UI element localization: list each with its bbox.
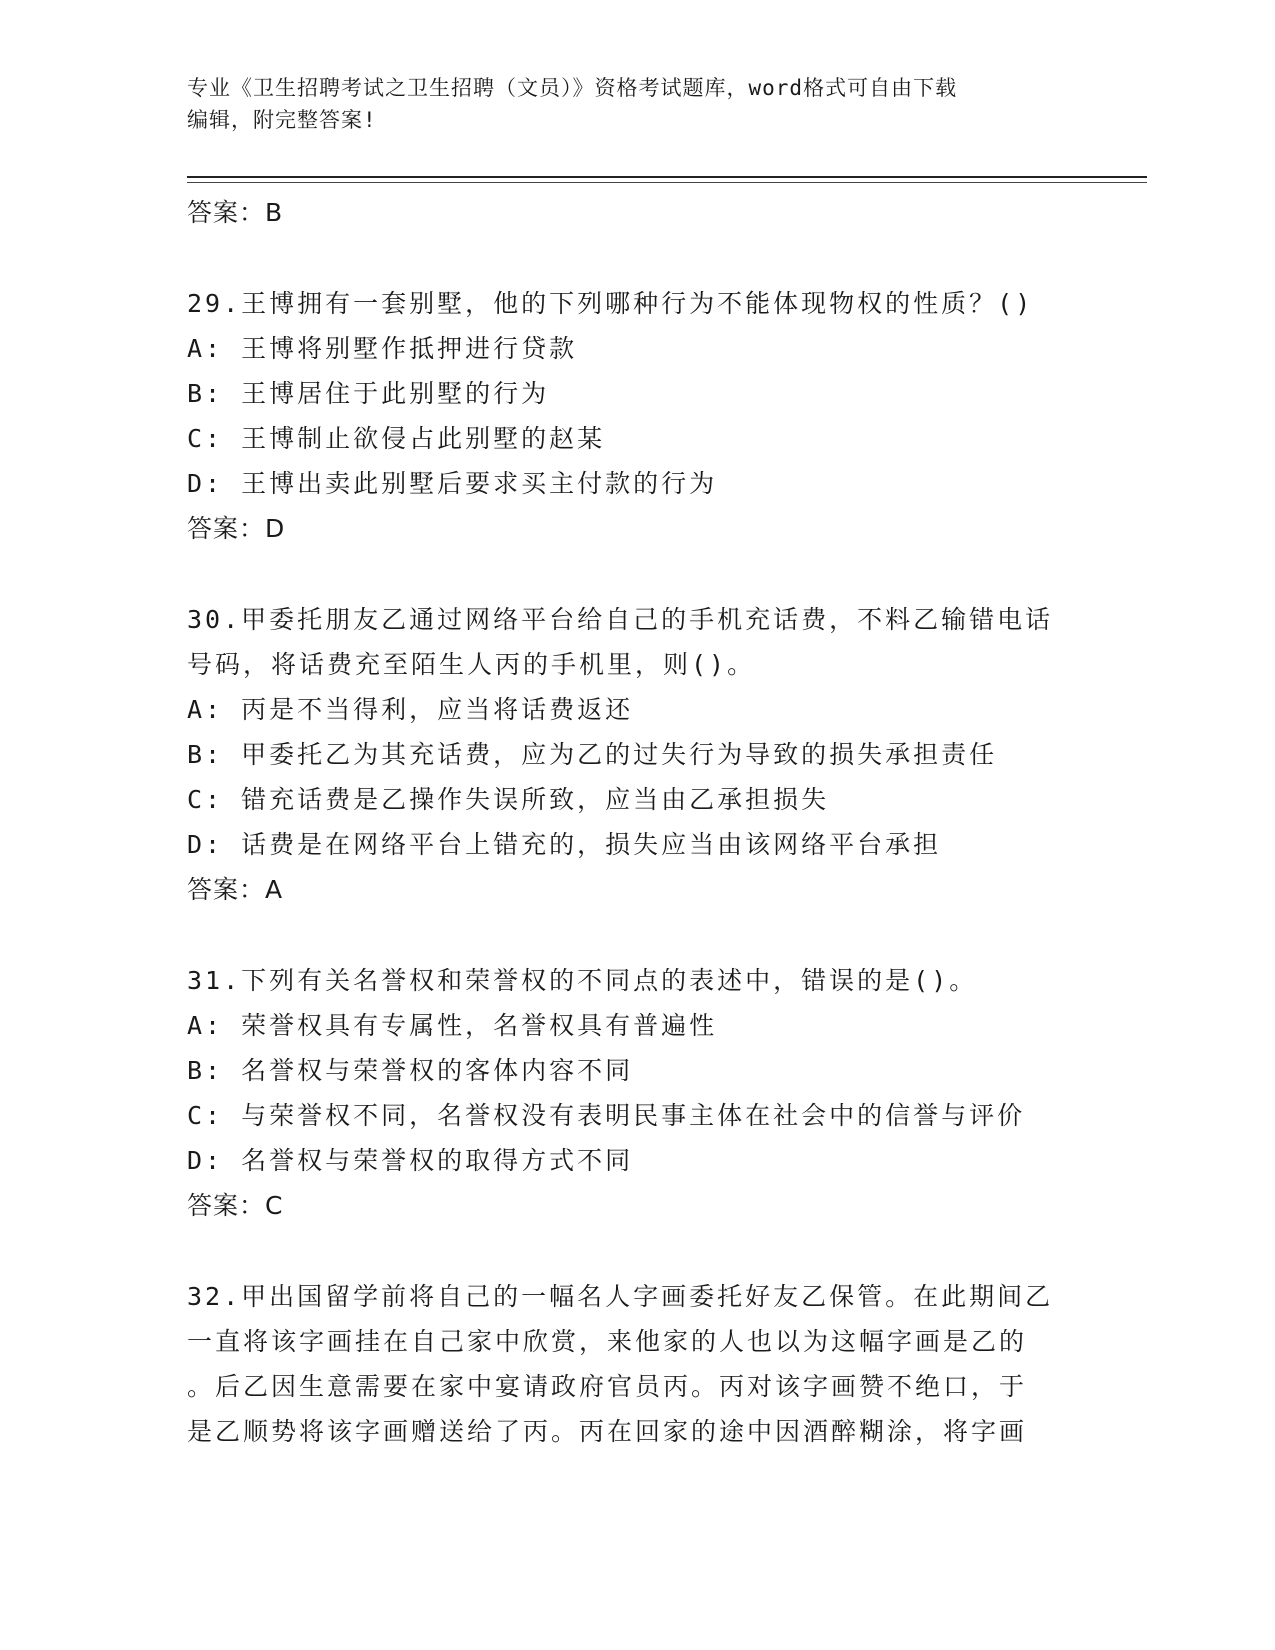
option-a: A: 丙是不当得利，应当将话费返还 (187, 695, 634, 724)
header-line-1: 专业《卫生招聘考试之卫生招聘（文员）》资格考试题库，word格式可自由下载 (187, 76, 958, 100)
option-d: D: 王博出卖此别墅后要求买主付款的行为 (187, 469, 718, 498)
header-line-2: 编辑，附完整答案! (187, 108, 377, 132)
spacer (187, 912, 1087, 958)
question-text: 号码，将话费充至陌生人丙的手机里，则()。 (187, 650, 756, 679)
question-text: 29.王博拥有一套别墅，他的下列哪种行为不能体现物权的性质？() (187, 289, 1034, 318)
option-b: B: 名誉权与荣誉权的客体内容不同 (187, 1056, 634, 1085)
answer: 答案：C (187, 1191, 284, 1220)
header-rule-thin (187, 182, 1147, 183)
option-a: A: 王博将别墅作抵押进行贷款 (187, 334, 578, 363)
header-rule-thick (187, 176, 1147, 178)
question-text: 31.下列有关名誉权和荣誉权的不同点的表述中，错误的是()。 (187, 966, 978, 995)
question-29 (187, 281, 1087, 551)
question-31 (187, 958, 1087, 1228)
option-c: C: 王博制止欲侵占此别墅的赵某 (187, 424, 606, 453)
previous-answer: 答案：B (187, 198, 284, 227)
question-text: 是乙顺势将该字画赠送给了丙。丙在回家的途中因酒醉糊涂，将字画 (187, 1417, 1028, 1446)
spacer (187, 1228, 1087, 1274)
answer: 答案：D (187, 514, 286, 543)
question-content (187, 190, 1087, 1454)
answer: 答案：A (187, 875, 284, 904)
option-b: B: 王博居住于此别墅的行为 (187, 379, 550, 408)
spacer (187, 235, 1087, 281)
question-text: 。后乙因生意需要在家中宴请政府官员丙。丙对该字画赞不绝口，于 (187, 1372, 1028, 1401)
option-c: C: 错充话费是乙操作失误所致，应当由乙承担损失 (187, 785, 830, 814)
question-30 (187, 597, 1087, 912)
question-text: 32.甲出国留学前将自己的一幅名人字画委托好友乙保管。在此期间乙 (187, 1282, 1054, 1311)
option-d: D: 话费是在网络平台上错充的，损失应当由该网络平台承担 (187, 830, 942, 859)
question-text: 30.甲委托朋友乙通过网络平台给自己的手机充话费，不料乙输错电话 (187, 605, 1054, 634)
option-a: A: 荣誉权具有专属性，名誉权具有普遍性 (187, 1011, 718, 1040)
question-32 (187, 1274, 1087, 1454)
page-header (187, 72, 1087, 136)
question-text: 一直将该字画挂在自己家中欣赏，来他家的人也以为这幅字画是乙的 (187, 1327, 1028, 1356)
spacer (187, 551, 1087, 597)
option-d: D: 名誉权与荣誉权的取得方式不同 (187, 1146, 634, 1175)
option-c: C: 与荣誉权不同，名誉权没有表明民事主体在社会中的信誉与评价 (187, 1101, 1026, 1130)
option-b: B: 甲委托乙为其充话费，应为乙的过失行为导致的损失承担责任 (187, 740, 998, 769)
